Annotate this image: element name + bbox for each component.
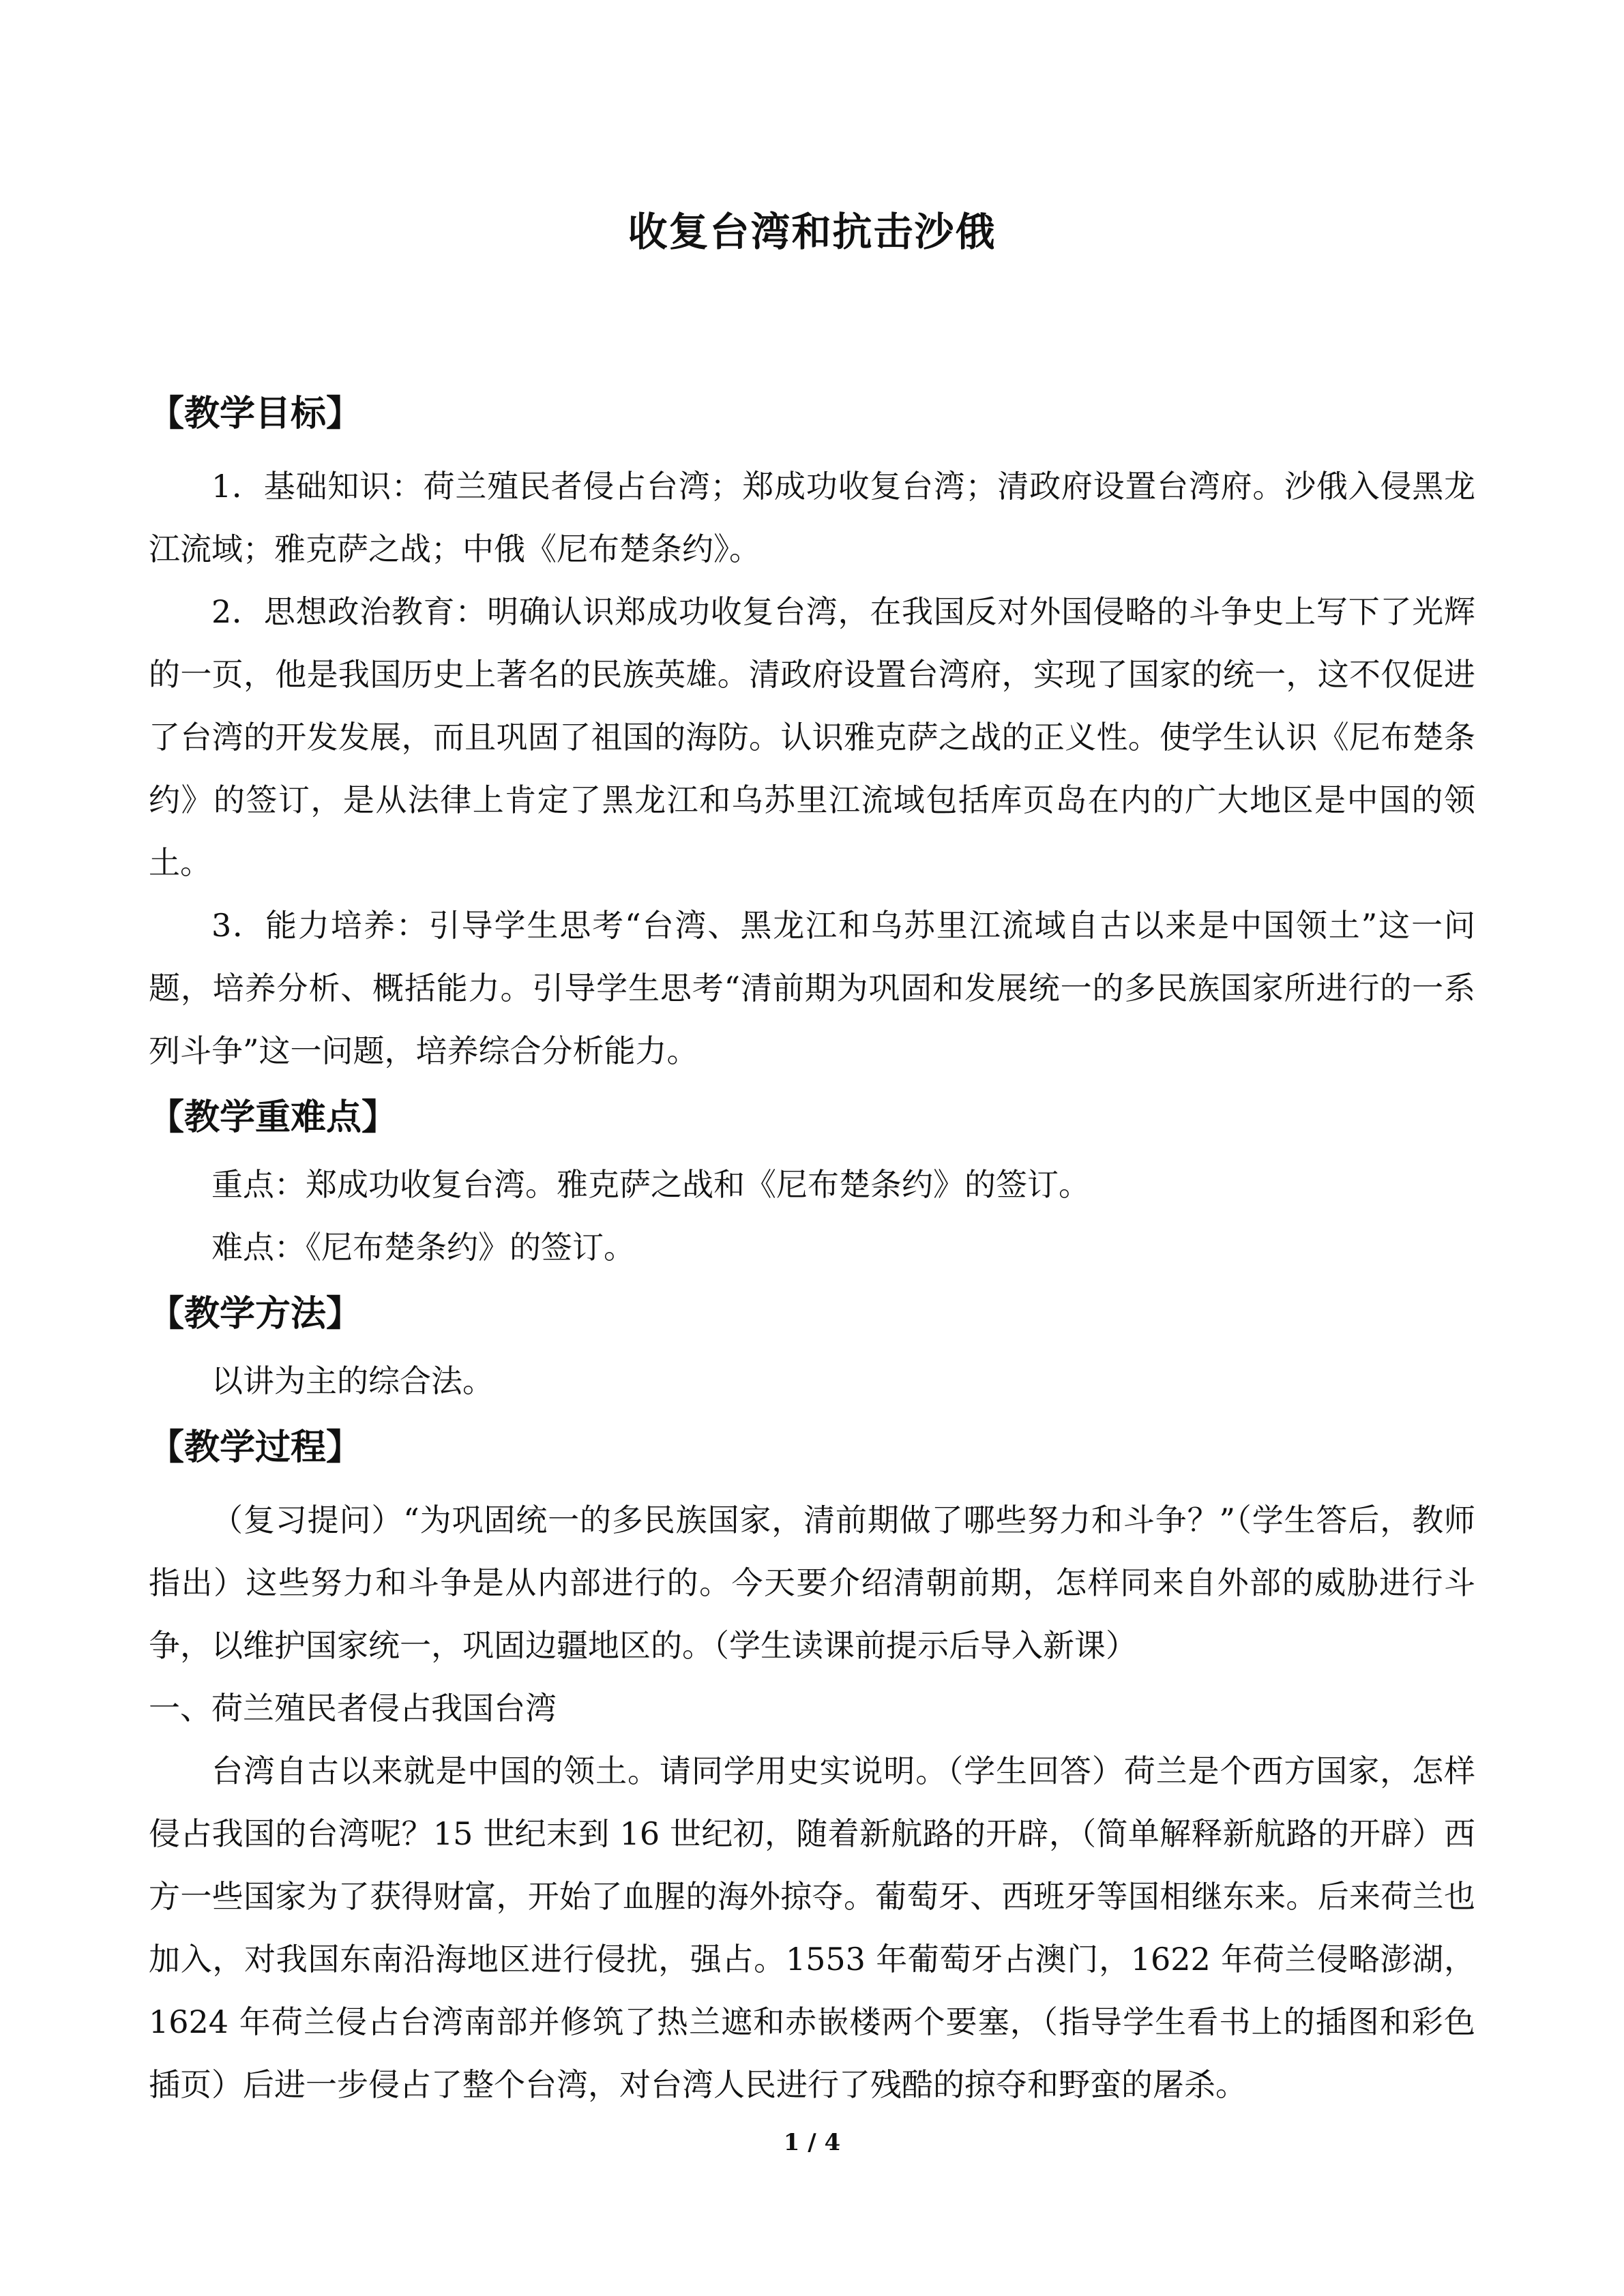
section-heading-process: 【教学过程】	[149, 1427, 362, 1468]
process-paragraph-2: 台湾自古以来就是中国的领土。请同学用史实说明。（学生回答）荷兰是个西方国家，怎样侵占我国的台湾呢？15 世纪末到 16 世纪初，随着新航路的开辟，（简单解释新航路的开辟）西方一些国家为了获得财富，开始了血腥的海外掠夺。葡萄牙、西班牙等国相继东来。后来荷兰也加入，对我国东南沿海地区进行侵扰，强占。1553 年葡萄牙占澳门，1622 年荷兰侵略澎湖，1624 年荷兰侵占台湾南部并修筑了热兰遮和赤嵌楼两个要塞，（指导学生看书上的插图和彩色插页）后进一步侵占了整个台湾，对台湾人民进行了残酷的掠夺和野蛮的屠杀。	[149, 1753, 1475, 2103]
goals-paragraph-3: 3．能力培养：引导学生思考“台湾、黑龙江和乌苏里江流域自古以来是中国领土”这一问题，培养分析、概括能力。引导学生思考“清前期为巩固和发展统一的多民族国家所进行的一系列斗争”这一问题，培养综合分析能力。	[149, 907, 1475, 1069]
key-points-paragraph-2: 难点：《尼布楚条约》的签订。	[211, 1229, 635, 1266]
section-heading-methods: 【教学方法】	[149, 1294, 362, 1335]
page-title: 收复台湾和抗击沙俄	[628, 209, 996, 255]
process-paragraph-1: （复习提问）“为巩固统一的多民族国家，清前期做了哪些努力和斗争？”（学生答后，教师指出）这些努力和斗争是从内部进行的。今天要介绍清朝前期，怎样同来自外部的威胁进行斗争，以维护国家统一，巩固边疆地区的。（学生读课前提示后导入新课）	[149, 1502, 1475, 1664]
goals-paragraph-2: 2．思想政治教育：明确认识郑成功收复台湾，在我国反对外国侵略的斗争史上写下了光辉的一页，他是我国历史上著名的民族英雄。清政府设置台湾府，实现了国家的统一，这不仅促进了台湾的开发发展，而且巩固了祖国的海防。认识雅克萨之战的正义性。使学生认识《尼布楚条约》的签订，是从法律上肯定了黑龙江和乌苏里江流域包括库页岛在内的广大地区是中国的领土。	[149, 593, 1475, 881]
goals-paragraph-1: 1．基础知识：荷兰殖民者侵占台湾；郑成功收复台湾；清政府设置台湾府。沙俄入侵黑龙江流域；雅克萨之战；中俄《尼布楚条约》。	[149, 468, 1475, 567]
methods-paragraph-1: 以讲为主的综合法。	[211, 1362, 494, 1399]
page-number: 1 / 4	[783, 2129, 841, 2156]
key-points-paragraph-1: 重点：郑成功收复台湾。雅克萨之战和《尼布楚条约》的签订。	[211, 1166, 1090, 1203]
process-subheading-1: 一、荷兰殖民者侵占我国台湾	[149, 1690, 557, 1727]
document-body	[149, 378, 1475, 2116]
section-heading-goals: 【教学目标】	[149, 393, 362, 434]
section-heading-key-points: 【教学重难点】	[149, 1097, 398, 1138]
